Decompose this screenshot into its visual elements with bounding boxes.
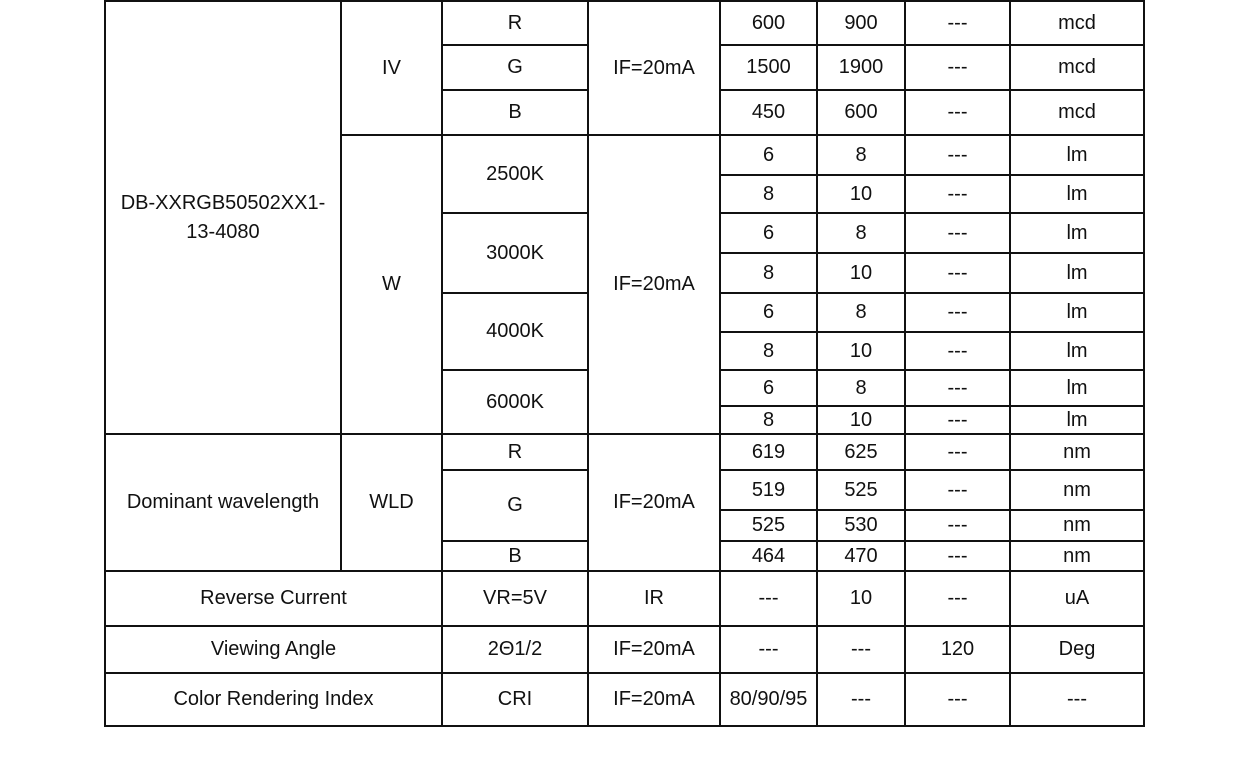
wld-g1-unit: nm: [1009, 469, 1145, 511]
wld-b-unit: nm: [1009, 540, 1145, 572]
wld-g2-max: ---: [904, 509, 1011, 542]
w-6000k-r1-typ: 8: [816, 369, 906, 407]
w-6000k-label: 6000K: [441, 369, 589, 435]
w-2500k-r2-max: ---: [904, 174, 1011, 214]
cri-parameter: Color Rendering Index: [104, 672, 443, 727]
wld-g1-min: 519: [719, 469, 818, 511]
wld-g2-unit: nm: [1009, 509, 1145, 542]
iv-g-label: G: [441, 44, 589, 91]
w-3000k-label: 3000K: [441, 212, 589, 294]
w-2500k-r1-min: 6: [719, 134, 818, 176]
w-4000k-r1-typ: 8: [816, 292, 906, 333]
wld-r-label: R: [441, 433, 589, 471]
w-6000k-r2-typ: 10: [816, 405, 906, 435]
viewing-max: 120: [904, 625, 1011, 674]
w-2500k-label: 2500K: [441, 134, 589, 214]
reverse-min: ---: [719, 570, 818, 627]
iv-condition: IF=20mA: [587, 0, 721, 136]
w-6000k-r1-min: 6: [719, 369, 818, 407]
wld-r-typ: 625: [816, 433, 906, 471]
iv-g-unit: mcd: [1009, 44, 1145, 91]
iv-r-typ: 900: [816, 0, 906, 46]
cri-min: 80/90/95: [719, 672, 818, 727]
wld-condition: IF=20mA: [587, 433, 721, 572]
iv-r-label: R: [441, 0, 589, 46]
w-6000k-r2-min: 8: [719, 405, 818, 435]
iv-b-label: B: [441, 89, 589, 136]
w-2500k-r1-typ: 8: [816, 134, 906, 176]
wld-r-unit: nm: [1009, 433, 1145, 471]
w-6000k-r1-unit: lm: [1009, 369, 1145, 407]
viewing-min: ---: [719, 625, 818, 674]
wld-r-max: ---: [904, 433, 1011, 471]
cri-typ: ---: [816, 672, 906, 727]
wld-g-label: G: [441, 469, 589, 542]
w-3000k-r1-min: 6: [719, 212, 818, 254]
cri-symbol: CRI: [441, 672, 589, 727]
iv-g-max: ---: [904, 44, 1011, 91]
w-4000k-r2-typ: 10: [816, 331, 906, 371]
iv-r-unit: mcd: [1009, 0, 1145, 46]
iv-r-max: ---: [904, 0, 1011, 46]
reverse-symbol: VR=5V: [441, 570, 589, 627]
w-2500k-r2-min: 8: [719, 174, 818, 214]
w-2500k-r2-unit: lm: [1009, 174, 1145, 214]
w-3000k-r1-max: ---: [904, 212, 1011, 254]
w-6000k-r2-max: ---: [904, 405, 1011, 435]
w-symbol-cell: W: [340, 134, 443, 435]
w-3000k-r2-min: 8: [719, 252, 818, 294]
reverse-typ: 10: [816, 570, 906, 627]
part-number-cell: DB-XXRGB50502XX1- 13-4080: [104, 0, 342, 435]
wld-parameter: Dominant wavelength: [104, 433, 342, 572]
reverse-parameter: Reverse Current: [104, 570, 443, 627]
w-3000k-r2-typ: 10: [816, 252, 906, 294]
wld-symbol: WLD: [340, 433, 443, 572]
w-4000k-r2-unit: lm: [1009, 331, 1145, 371]
w-6000k-r1-max: ---: [904, 369, 1011, 407]
reverse-condition: IR: [587, 570, 721, 627]
w-3000k-r1-typ: 8: [816, 212, 906, 254]
wld-b-label: B: [441, 540, 589, 572]
cri-max: ---: [904, 672, 1011, 727]
w-2500k-r2-typ: 10: [816, 174, 906, 214]
viewing-symbol: 2Θ1/2: [441, 625, 589, 674]
iv-b-unit: mcd: [1009, 89, 1145, 136]
viewing-condition: IF=20mA: [587, 625, 721, 674]
wld-r-min: 619: [719, 433, 818, 471]
w-3000k-r2-max: ---: [904, 252, 1011, 294]
wld-g1-max: ---: [904, 469, 1011, 511]
iv-g-typ: 1900: [816, 44, 906, 91]
viewing-unit: Deg: [1009, 625, 1145, 674]
cri-condition: IF=20mA: [587, 672, 721, 727]
wld-g1-typ: 525: [816, 469, 906, 511]
iv-r-min: 600: [719, 0, 818, 46]
w-2500k-r1-unit: lm: [1009, 134, 1145, 176]
w-3000k-r2-unit: lm: [1009, 252, 1145, 294]
w-4000k-r1-min: 6: [719, 292, 818, 333]
wld-g2-typ: 530: [816, 509, 906, 542]
viewing-parameter: Viewing Angle: [104, 625, 443, 674]
w-4000k-r1-max: ---: [904, 292, 1011, 333]
iv-b-max: ---: [904, 89, 1011, 136]
cri-unit: ---: [1009, 672, 1145, 727]
iv-symbol-cell: IV: [340, 0, 443, 136]
iv-b-min: 450: [719, 89, 818, 136]
wld-b-typ: 470: [816, 540, 906, 572]
w-4000k-r2-min: 8: [719, 331, 818, 371]
reverse-unit: uA: [1009, 570, 1145, 627]
w-2500k-r1-max: ---: [904, 134, 1011, 176]
w-3000k-r1-unit: lm: [1009, 212, 1145, 254]
iv-g-min: 1500: [719, 44, 818, 91]
w-6000k-r2-unit: lm: [1009, 405, 1145, 435]
w-4000k-r1-unit: lm: [1009, 292, 1145, 333]
viewing-typ: ---: [816, 625, 906, 674]
wld-b-max: ---: [904, 540, 1011, 572]
wld-b-min: 464: [719, 540, 818, 572]
w-4000k-label: 4000K: [441, 292, 589, 371]
w-condition: IF=20mA: [587, 134, 721, 435]
reverse-max: ---: [904, 570, 1011, 627]
w-4000k-r2-max: ---: [904, 331, 1011, 371]
wld-g2-min: 525: [719, 509, 818, 542]
iv-b-typ: 600: [816, 89, 906, 136]
